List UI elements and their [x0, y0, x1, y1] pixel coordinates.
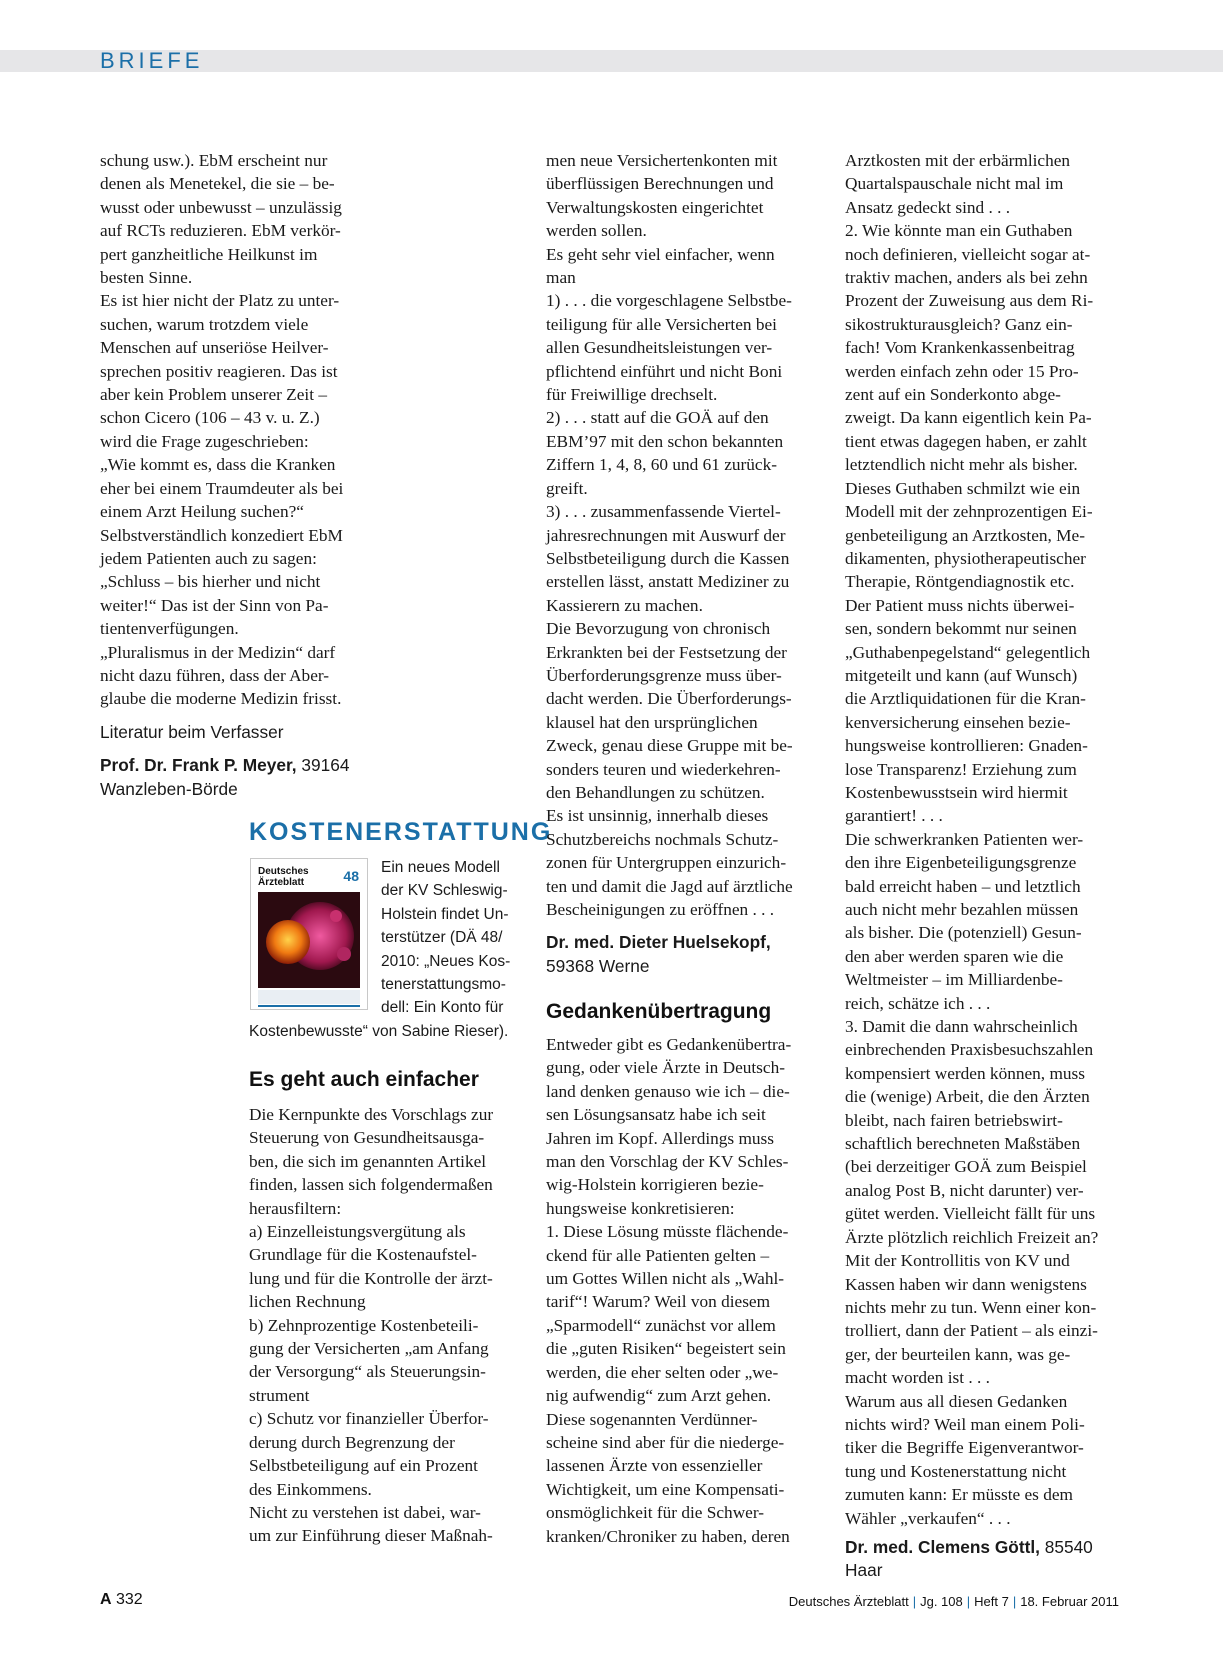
letter-heading: Es geht auch einfacher	[249, 1068, 479, 1091]
separator: |	[912, 1594, 917, 1609]
author-name: Dr. med. Clemens Göttl,	[845, 1536, 1040, 1557]
intro-line: terstützer (DÄ 48/	[381, 929, 503, 947]
topic-heading: KOSTENERSTATTUNG	[249, 818, 553, 846]
intro-line: Holstein findet Un-	[381, 905, 509, 923]
intro-line: der KV Schleswig-	[381, 882, 508, 900]
intro-line: Ein neues Modell	[381, 859, 500, 876]
author-place: 39164 Wanzleben-Börde	[100, 755, 350, 799]
journal-date: 18. Februar 2011	[1020, 1594, 1119, 1609]
topic-intro	[249, 856, 514, 1043]
letter-body: schung usw.). EbM erscheint nur denen als Menetekel, die sie – be- wusst oder unbewusst – unzulässig auf RCTs reduzieren. EbM verkör- pert ganzheitliche Heilkunst im besten Sinne. Es ist hier nicht der Platz zu unter- suchen, warum trotzdem viele Menschen auf unseriöse Heilver- sprechen positiv reagieren. Das ist aber kein Problem unserer Zeit – schon Cicero (106 – 43 v. u. Z.) wird die Frage zugeschrieben: „Wie kommt es, dass die Kranken eher bei einem Traumdeuter als bei einem Arzt Heilung suchen?“ Selbstverständlich konzediert EbM jedem Patienten auch zu sagen: „Schluss – bis hierher und nicht weiter!“ Das ist der Sinn von Pa- tientenverfügungen. „Pluralismus in der Medizin“ darf nicht dazu führen, dass der Aber- glaube die moderne Medizin frisst.	[100, 151, 344, 709]
section-label: BRIEFE	[100, 48, 204, 73]
journal-volume: Jg. 108	[920, 1594, 963, 1609]
separator: |	[966, 1594, 971, 1609]
cover-title: Deutsches Ärzteblatt	[258, 866, 309, 888]
letter-body: men neue Versichertenkonten mit überflüssigen Berechnungen und Verwaltungskosten eingerichtet werden sollen. Es geht sehr viel einfacher, wenn man 1) . . . die vorgeschlagene Selbstbe- teiligung für alle Versicherten bei allen Gesundheitsleistungen ver- pflichtend einführt und nicht Boni für Freiwillige drechselt. 2) . . . statt auf die GOÄ auf den EBM’97 mit den schon bekannten Ziffern 1, 4, 8, 60 und 61 zurück- greift. 3) . . . zusammenfassende Viertel- jahresrechnungen mit Auswurf der Selbstbeteiligung durch die Kassen erstellen lässt, anstatt Mediziner zu Kassierern zu machen. Die Bevorzugung von chronisch Erkrankten bei der Festsetzung der Überforderungsgrenze muss über- dacht werden. Die Überforderungs- klausel hat den ursprünglichen Zweck, genau diese Gruppe mit be- sonders teuren und wiederkehren- den Behandlungen zu schützen. Es ist unsinnig, innerhalb dieses Schutzbereichs nochmals Schutz- zonen für Untergruppen einzurich- ten und damit die Jagd auf ärztliche Bescheinigungen zu eröffnen . . .	[546, 151, 793, 919]
letter-body-col3	[546, 149, 818, 978]
author-name: Dr. med. Dieter Huelsekopf,	[546, 932, 771, 953]
separator: |	[1012, 1594, 1017, 1609]
intro-line: Kostenbewusste“ von Sabine Rieser).	[249, 1022, 509, 1040]
author-signature	[845, 1536, 1125, 1583]
author-signature	[100, 754, 382, 801]
letter-body: Arztkosten mit der erbärmlichen Quartalspauschale nicht mal im Ansatz gedeckt sind . . . 2. Wie könnte man ein Guthaben noch definieren, vielleicht sogar at- traktiv machen, anders als bei zehn Prozent der Zuweisung aus dem Ri- sikostrukturausgleich? Ganz ein- fach! Vom Krankenkassenbeitrag werden einfach zehn oder 15 Pro- zent auf ein Sonderkonto abge- zweigt. Da kann eigentlich kein Pa- tient etwas dagegen haben, er zahlt letztendlich nicht mehr als bisher. Dieses Guthaben schmilzt wie ein Modell mit der zehnprozentigen Ei- genbeteiligung an Arztkosten, Me- dikamenten, physiotherapeutischer Therapie, Röntgendiagnostik etc. Der Patient muss nichts überwei- sen, sondern bekommt nur seinen „Guthabenpegelstand“ gelegentlich mitgeteilt und kann (auf Wunsch) die Arztliquidationen für die Kran- kenversicherung einsehen bezie- hungsweise kontrollieren: Gnaden- lose Transparenz! Erziehung zum Kostenbewusstsein wird hiermit garantiert! . . . Die schwerkranken Patienten wer- den ihre Eigenbeteiligungsgrenze bald erreicht haben – und letztlich auch nicht mehr bezahlen müssen als bisher. Die (potenziell) Gesun- den aber werden sparen wie die Weltmeister – im Milliardenbe- reich, schätze ich . . . 3. Damit die dann wahrscheinlich einbrechenden Praxisbesuchszahlen kompensiert werden können, muss die (wenige) Arbeit, die den Ärzten bleibt, nach fairen betriebswirt- schaftlich berechneten Maßstäben (bei derzeitiger GOÄ zum Beispiel analog Post B, nicht darunter) ver- gütet werden. Vielleicht fällt für uns Ärzte plötzlich reichlich Freizeit an? Mit der Kontrollitis von KV und Kassen haben wir dann wenigstens nichts mehr zu tun. Wenn einer kon- trolliert, dann der Patient – als einzi- ger, der beurteilen kann, was ge- macht worden ist . . . Warum aus all diesen Gedanken nichts wird? Weil man einem Poli- tiker die Begriffe Eigenverantwor- tung und Kostenerstattung nicht zumuten kann: Er müsste es dem Wähler „verkaufen“ . . .	[845, 151, 1099, 1528]
letter-body-col2	[249, 1103, 519, 1548]
page-prefix: A	[100, 1591, 112, 1608]
letter-body: Entweder gibt es Gedankenübertra- gung, oder viele Ärzte in Deutsch- land denken genauso wie ich – die- sen Lösungsansatz habe ich seit Jahren im Kopf. Allerdings muss man den Vorschlag der KV Schles- wig-Holstein korrigieren bezie- hungsweise konkretisieren: 1. Diese Lösung müsste flächende- ckend für alle Patienten gelten – um Gottes Willen nicht als „Wahl- tarif“! Warum? Weil von diesem „Sparmodell“ zunächst vor allem die „guten Risiken“ begeistert sein werden, die eher selten oder „we- nig aufwendig“ zum Arzt gehen. Diese sogenannten Verdünner- scheine sind aber für die niederge- lassenen Ärzte von essenzieller Wichtigkeit, um eine Kompensati- onsmöglichkeit für die Schwer- kranken/Chroniker zu haben, deren	[546, 1035, 792, 1546]
journal-footer	[789, 1594, 1119, 1609]
journal-name: Deutsches Ärzteblatt	[788, 1594, 909, 1609]
literature-note: Literatur beim Verfasser	[100, 721, 284, 742]
letter-body-col3b	[546, 1033, 818, 1548]
letter-body-col4	[845, 149, 1125, 1583]
journal-issue: Heft 7	[974, 1594, 1009, 1609]
author-place: 85540 Haar	[845, 1536, 1093, 1581]
cover-issue-number: 48	[343, 868, 359, 884]
intro-line: dell: Ein Konto für	[381, 999, 504, 1017]
intro-line: tenerstattungsmo-	[381, 976, 506, 994]
letter-body: Die Kernpunkte des Vorschlags zur Steuerung von Gesundheitsausga- ben, die sich im genannten Artikel finden, lassen sich folgendermaßen herausfiltern: a) Einzelleistungsvergütung als Grundlage für die Kostenaufstel- lung und für die Kontrolle der ärzt- lichen Rechnung b) Zehnprozentige Kostenbeteili- gung der Versicherten „am Anfang der Versorgung“ als Steuerungsin- strument c) Schutz vor finanzieller Überfor- derung durch Begrenzung der Selbstbeteiligung auf ein Prozent des Einkommens. Nicht zu verstehen ist dabei, war- um zur Einführung dieser Maßnah-	[249, 1105, 494, 1546]
page-number-value: 332	[111, 1591, 143, 1608]
author-place: 59368 Werne	[546, 955, 650, 976]
letter-heading: Gedankenübertragung	[546, 1000, 772, 1023]
letter-continuation	[100, 149, 382, 801]
intro-line: 2010: „Neues Kos-	[381, 952, 511, 970]
page-number	[100, 1591, 143, 1609]
author-signature	[546, 931, 818, 978]
author-name: Prof. Dr. Frank P. Meyer,	[100, 755, 297, 776]
